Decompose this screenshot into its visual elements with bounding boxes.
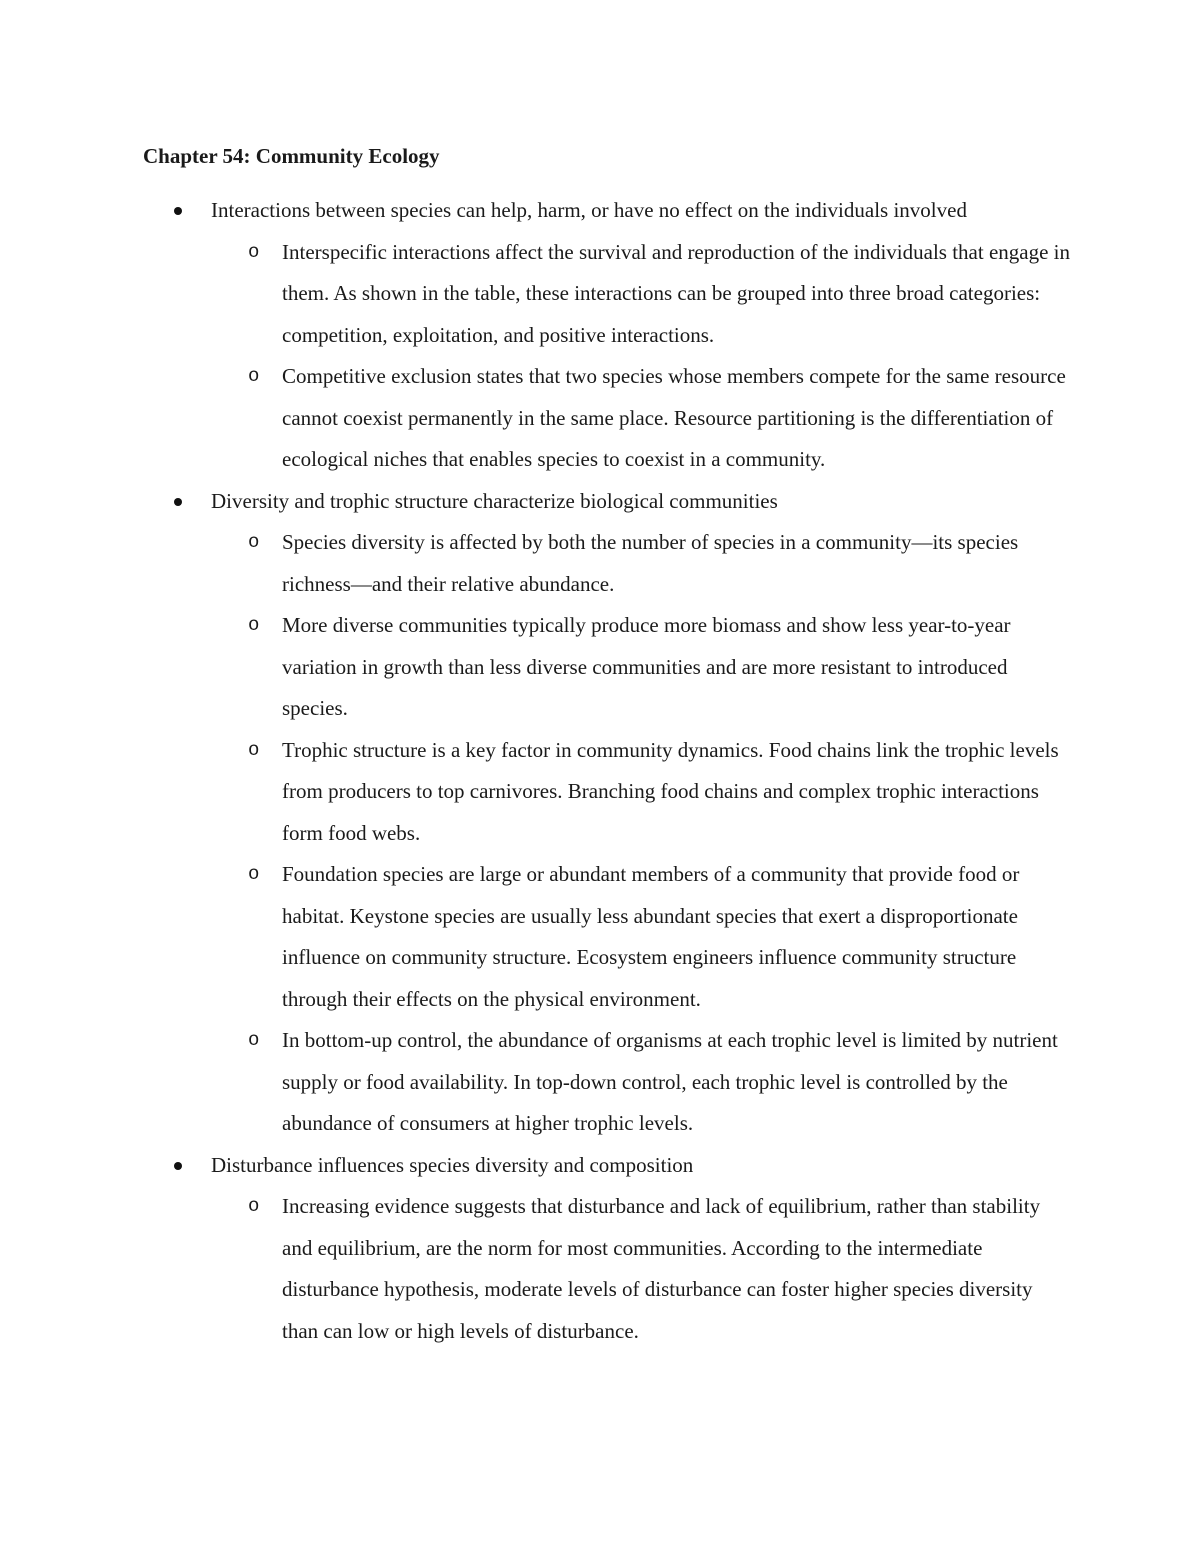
bullet-dot-icon [174, 1162, 182, 1170]
sub-list [211, 232, 1073, 481]
list-item [143, 1145, 1073, 1353]
bullet-text: Disturbance influences species diversity and composition [211, 1152, 694, 1177]
bullet-dot-icon [174, 207, 182, 215]
list-item [143, 190, 1073, 481]
sub-list-item [211, 730, 1073, 855]
circle-bullet-icon: o [248, 1195, 260, 1217]
circle-bullet-icon: o [248, 738, 260, 761]
circle-bullet-icon: o [248, 1029, 260, 1051]
circle-bullet-icon: o [248, 531, 260, 553]
sub-list-item [211, 522, 1073, 605]
sub-list-item [211, 1186, 1073, 1352]
sub-item-text: Foundation species are large or abundant members of a community that provide food or habitat. Keystone species are usually less abundant species that exert a disproportionate influence on community structure. Ecosystem engineers influence community structure through their effects on the physical environment. [282, 862, 1020, 1011]
sub-list-item [211, 356, 1073, 481]
bullet-text: Interactions between species can help, harm, or have no effect on the individuals involved [211, 198, 967, 222]
sub-item-text: Species diversity is affected by both the number of species in a community—its species richness—and their relative abundance. [282, 530, 1019, 596]
sub-list [211, 1186, 1073, 1352]
sub-item-text: Interspecific interactions affect the survival and reproduction of the individuals that engage in them. As shown in the table, these interactions can be grouped into three broad categories: competition, exploitation, and positive interactions. [282, 239, 1071, 347]
bullet-list [143, 190, 1073, 1352]
sub-list [211, 522, 1073, 1145]
sub-list-item [211, 854, 1073, 1020]
sub-item-text: Trophic structure is a key factor in community dynamics. Food chains link the trophic levels from producers to top carnivores. Branching food chains and complex trophic interactions form food webs. [282, 737, 1059, 845]
document-title: Chapter 54: Community Ecology [143, 144, 440, 168]
list-item [143, 481, 1073, 1145]
sub-list-item [211, 1020, 1073, 1145]
circle-bullet-icon: o [248, 614, 260, 636]
circle-bullet-icon: o [248, 365, 260, 387]
circle-bullet-icon: o [248, 863, 260, 885]
bullet-dot-icon [174, 498, 182, 506]
sub-list-item [211, 605, 1073, 730]
sub-list-item [211, 232, 1073, 357]
sub-item-text: Competitive exclusion states that two species whose members compete for the same resource cannot coexist permanently in the same place. Resource partitioning is the differentiation of ecological niches that enables species to coexist in a community. [282, 364, 1066, 471]
circle-bullet-icon: o [248, 240, 260, 263]
sub-item-text: More diverse communities typically produce more biomass and show less year-to-year variation in growth than less diverse communities and are more resistant to introduced species. [282, 613, 1011, 720]
sub-item-text: In bottom-up control, the abundance of organisms at each trophic level is limited by nutrient supply or food availability. In top-down control, each trophic level is controlled by the abundance of consumers at higher trophic levels. [282, 1028, 1058, 1135]
bullet-text: Diversity and trophic structure characterize biological communities [211, 488, 778, 513]
sub-item-text: Increasing evidence suggests that disturbance and lack of equilibrium, rather than stability and equilibrium, are the norm for most communities. According to the intermediate disturbance hypothesis, moderate levels of disturbance can foster higher species diversity than can low or high levels of disturbance. [282, 1194, 1041, 1343]
